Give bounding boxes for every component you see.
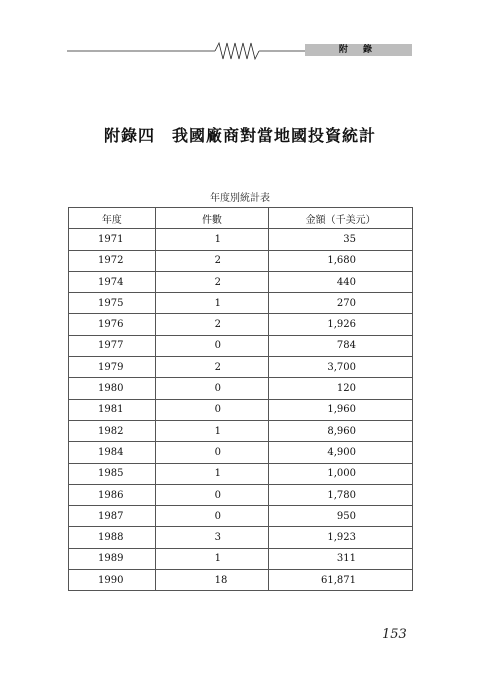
count-cell: 1 bbox=[155, 229, 269, 250]
chapter-title: 附錄四 我國廠商對當地國投資統計 bbox=[103, 126, 376, 145]
year-cell: 1990 bbox=[69, 570, 156, 591]
count-cell: 0 bbox=[155, 484, 269, 505]
amount-cell: 4,900 bbox=[269, 442, 413, 463]
table-row bbox=[69, 399, 413, 420]
count-cell: 2 bbox=[155, 271, 269, 292]
year-cell: 1975 bbox=[69, 293, 156, 314]
count-cell: 2 bbox=[155, 314, 269, 335]
count-cell: 1 bbox=[155, 420, 269, 441]
table-header-row bbox=[69, 208, 413, 229]
year-cell: 1985 bbox=[69, 463, 156, 484]
column-header-year: 年度 bbox=[69, 208, 156, 229]
count-cell: 2 bbox=[155, 357, 269, 378]
count-cell: 3 bbox=[155, 527, 269, 548]
table-caption: 年度別統計表 bbox=[210, 193, 270, 204]
column-header-amount: 金額（千美元） bbox=[269, 208, 413, 229]
year-cell: 1971 bbox=[69, 229, 156, 250]
table-row bbox=[69, 378, 413, 399]
year-cell: 1982 bbox=[69, 420, 156, 441]
amount-cell: 270 bbox=[269, 293, 413, 314]
count-cell: 0 bbox=[155, 378, 269, 399]
count-cell: 1 bbox=[155, 293, 269, 314]
amount-cell: 1,923 bbox=[269, 527, 413, 548]
year-cell: 1976 bbox=[69, 314, 156, 335]
table-row bbox=[69, 527, 413, 548]
table-row bbox=[69, 229, 413, 250]
amount-cell: 950 bbox=[269, 506, 413, 527]
count-cell: 2 bbox=[155, 250, 269, 271]
table-row bbox=[69, 506, 413, 527]
table-row bbox=[69, 271, 413, 292]
amount-cell: 1,680 bbox=[269, 250, 413, 271]
count-cell: 0 bbox=[155, 335, 269, 356]
year-cell: 1979 bbox=[69, 357, 156, 378]
table-row bbox=[69, 442, 413, 463]
year-cell: 1980 bbox=[69, 378, 156, 399]
table-row bbox=[69, 293, 413, 314]
amount-cell: 1,000 bbox=[269, 463, 413, 484]
amount-cell: 8,960 bbox=[269, 420, 413, 441]
count-cell: 0 bbox=[155, 399, 269, 420]
column-header-count: 件數 bbox=[155, 208, 269, 229]
amount-cell: 120 bbox=[269, 378, 413, 399]
year-cell: 1974 bbox=[69, 271, 156, 292]
year-cell: 1981 bbox=[69, 399, 156, 420]
count-cell: 1 bbox=[155, 463, 269, 484]
table-row bbox=[69, 570, 413, 591]
amount-cell: 440 bbox=[269, 271, 413, 292]
year-cell: 1972 bbox=[69, 250, 156, 271]
table-row bbox=[69, 357, 413, 378]
year-cell: 1987 bbox=[69, 506, 156, 527]
amount-cell: 311 bbox=[269, 548, 413, 569]
page-number: 153 bbox=[382, 627, 407, 642]
count-cell: 0 bbox=[155, 442, 269, 463]
year-cell: 1977 bbox=[69, 335, 156, 356]
section-label: 附 錄 bbox=[305, 44, 412, 56]
table-row bbox=[69, 420, 413, 441]
table-row bbox=[69, 314, 413, 335]
amount-cell: 1,960 bbox=[269, 399, 413, 420]
count-cell: 18 bbox=[155, 570, 269, 591]
table-row bbox=[69, 484, 413, 505]
table-row bbox=[69, 548, 413, 569]
table-row bbox=[69, 463, 413, 484]
count-cell: 1 bbox=[155, 548, 269, 569]
year-cell: 1986 bbox=[69, 484, 156, 505]
count-cell: 0 bbox=[155, 506, 269, 527]
amount-cell: 3,700 bbox=[269, 357, 413, 378]
amount-cell: 1,926 bbox=[269, 314, 413, 335]
table-row bbox=[69, 335, 413, 356]
year-cell: 1984 bbox=[69, 442, 156, 463]
amount-cell: 61,871 bbox=[269, 570, 413, 591]
table-body bbox=[69, 229, 413, 591]
table-row bbox=[69, 250, 413, 271]
amount-cell: 1,780 bbox=[269, 484, 413, 505]
amount-cell: 35 bbox=[269, 229, 413, 250]
amount-cell: 784 bbox=[269, 335, 413, 356]
year-cell: 1989 bbox=[69, 548, 156, 569]
investment-table bbox=[68, 207, 413, 591]
year-cell: 1988 bbox=[69, 527, 156, 548]
